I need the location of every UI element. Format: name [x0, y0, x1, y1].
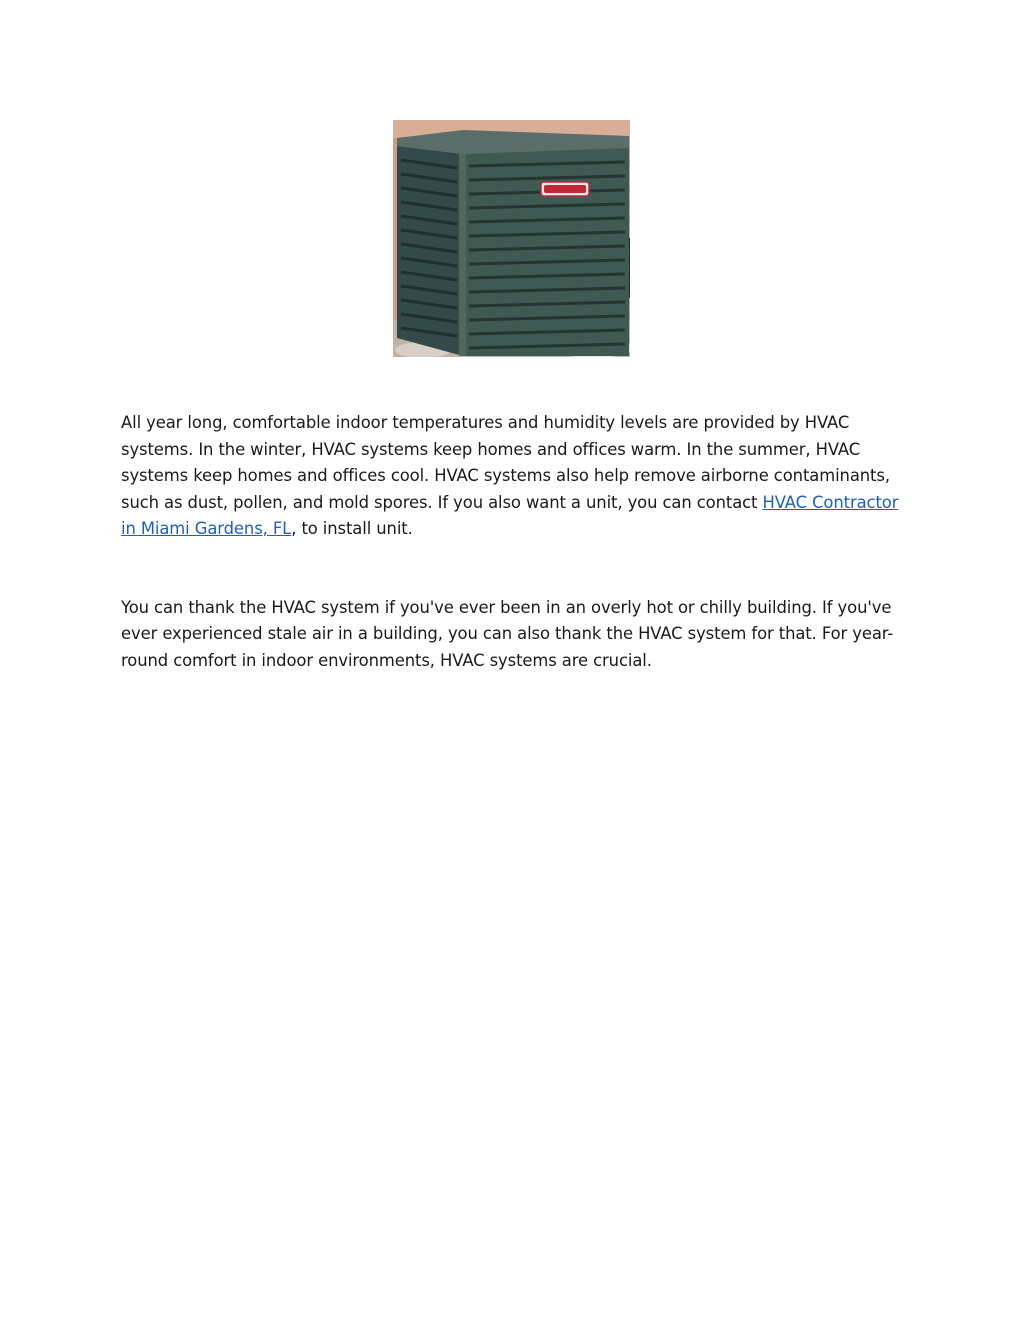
paragraph-closing: You can thank the HVAC system if you've ever been in an overly hot or chilly building. If you've ever experienced stale air in a building, you can also thank the HVAC system for that. For year-round comfort in indoor environments, HVAC systems are crucial.: [121, 597, 894, 670]
paragraph-intro-text: All year long, comfortable indoor temperatures and humidity levels are provided by HVAC systems. In the winter, HVAC systems keep homes and offices warm. In the summer, HVAC systems keep homes and offices cool. HVAC systems also help remove airborne contaminants, such as dust, pollen, and mold spores. If you also want a unit, you can contact: [121, 413, 890, 512]
hvac-unit-image: [393, 120, 630, 357]
document-body: [121, 410, 911, 674]
hvac-unit-photo: [393, 120, 630, 357]
paragraph-intro-tail: , to install unit.: [291, 519, 413, 538]
hvac-contractor-link[interactable]: HVAC Contractor in Miami Gardens, FL: [121, 492, 899, 538]
goodman-logo: [541, 182, 589, 196]
paragraph-intro: [121, 410, 911, 543]
